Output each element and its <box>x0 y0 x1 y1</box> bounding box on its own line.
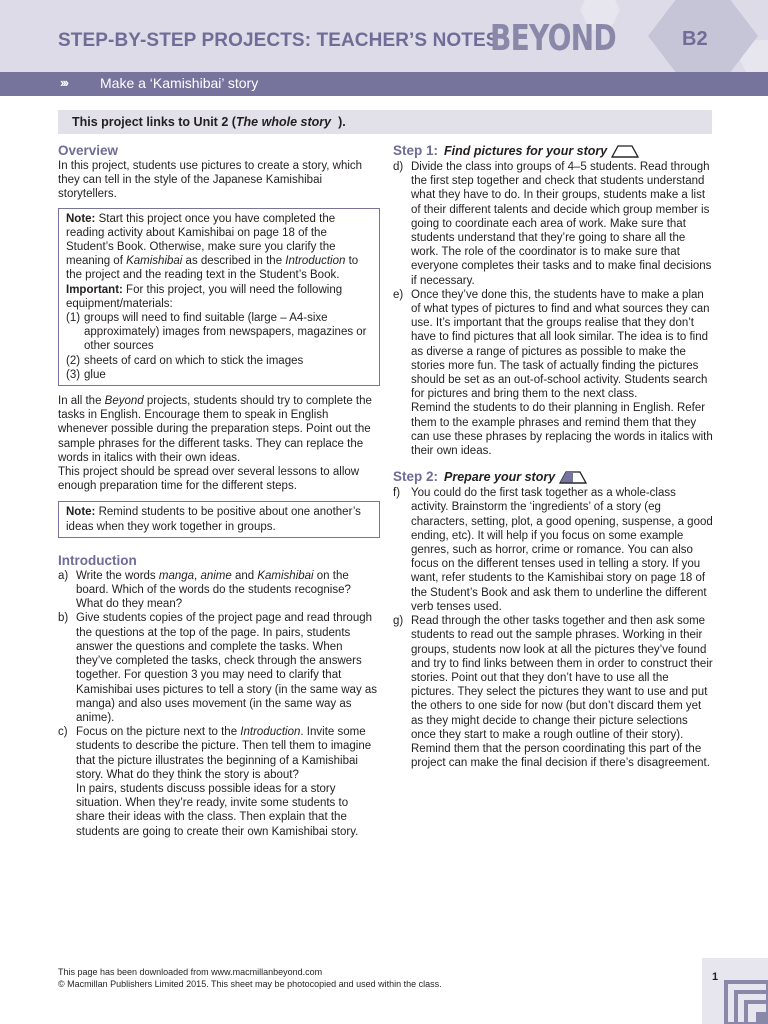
item-label: b) <box>58 612 69 625</box>
para-part: projects, students should try to complete the tasks in English. Encourage them to speak in English whenever possible during the preparation steps. Point out the sample phrases for the different tasks. They can replace the words in italics with their own ideas. <box>58 395 372 464</box>
step1-heading <box>393 142 713 160</box>
step-title: Find pictures for your story <box>444 144 608 158</box>
note2-part: Remind students to be positive about one another’s ideas when they work together in groups. <box>66 506 361 533</box>
item-text <box>76 725 380 839</box>
note-box <box>58 208 380 386</box>
item-text <box>76 569 380 612</box>
equipment-text: sheets of card on which to stick the images <box>84 354 304 367</box>
unit-link-suffix: ). <box>338 115 346 129</box>
text-part: Focus on the picture next to the <box>76 726 241 739</box>
note-italic: Kamishibai <box>126 255 183 268</box>
item-label: c) <box>58 726 68 739</box>
text-part: . Invite some students to describe the picture. Then tell them to imagine that the picture illustrates the beginning of a Kamishibai story. What do they think the story is about? <box>76 726 372 781</box>
item-text: Divide the class into groups of 4–5 students. Read through the first step together and check that students understand what they have to do. In their groups, students make a list of their different talents and decide which group member is going to coordinate each area of work. Make sure that students understand that they’re going to share all the work. The role of the coordinator is to make sure that everyone completes their tasks and to make final decisions if necessary. <box>411 161 712 287</box>
unit-link-prefix: This project links to Unit 2 ( <box>72 115 236 129</box>
item-text: Give students copies of the project page and read through the questions at the top of the page. In pairs, students answer the questions and complete the tasks. When they’ve completed the tasks, check through the answers together. For question 3 you may need to clarify that Kamishibai uses pictures to tell a story (in the same way as manga) and also uses movement (in the same way as anime). <box>76 612 378 724</box>
half-hexagon-icon <box>611 144 639 158</box>
equipment-item <box>66 368 372 382</box>
text-part: In pairs, students discuss possible ideas for a story situation. When they’re ready, invite some students to share their ideas with the class. Then explain that the students are going to create their own Kamishibai story. <box>76 782 359 838</box>
equipment-text: groups will need to find suitable (large – A4-sixe approximately) images from newspapers, magazines or other sources <box>84 312 367 353</box>
equipment-number: (3) <box>66 368 81 381</box>
half-hexagon-filled-icon <box>559 470 587 484</box>
step2-heading <box>393 468 713 486</box>
equipment-number: (1) <box>66 312 81 325</box>
page-header <box>0 0 768 72</box>
note2-label: Note: <box>66 506 96 519</box>
level-badge: B2 <box>682 28 708 50</box>
right-column <box>393 142 713 770</box>
left-column <box>58 142 380 839</box>
note-box-2 <box>58 501 380 537</box>
corner-decoration <box>702 958 768 1024</box>
text-part: on the board. Which of the words do the students recognise? What do they mean? <box>76 569 351 611</box>
para-italic: Beyond <box>104 395 144 408</box>
page-title: STEP-BY-STEP PROJECTS: TEACHER’S NOTES <box>58 30 499 51</box>
chevron-arrows-icon: ››› <box>60 75 67 90</box>
list-item <box>58 569 380 612</box>
footer-download-line: This page has been downloaded from www.macmillanbeyond.com <box>58 967 323 977</box>
note2-text <box>66 505 372 533</box>
text-italic: Introduction <box>240 726 301 739</box>
text-part: Write the words <box>76 569 159 582</box>
text-part: Remind the students to do their planning in English. Refer them to the example phrases and remind them that they can use these phrases by replacing the words in italics with their own ideas. <box>411 402 713 458</box>
equipment-text: glue <box>84 368 106 381</box>
page-footer <box>58 966 442 990</box>
item-label: e) <box>393 288 404 301</box>
item-label: f) <box>393 487 401 500</box>
note-part: as described in the <box>182 255 286 268</box>
item-label: a) <box>58 569 69 582</box>
list-item <box>393 288 713 458</box>
important-label: Important: <box>66 283 123 296</box>
text-part: and <box>231 569 258 582</box>
footer-copyright-line: © Macmillan Publishers Limited 2015. This sheet may be photocopied and used within the class. <box>58 979 442 989</box>
beyond-logo: BEYOND <box>490 18 616 59</box>
page-number: 1 <box>712 971 719 983</box>
list-item <box>393 614 713 770</box>
project-title-bar <box>0 72 768 96</box>
note-part: to the project and the reading text in the Student’s Book. <box>66 255 359 282</box>
list-item <box>58 725 380 839</box>
text-part: , <box>194 569 201 582</box>
important-text <box>66 283 372 311</box>
important-part: For this project, you will need the following equipment/materials: <box>66 283 343 310</box>
unit-link-box <box>58 110 712 134</box>
text-italic: anime <box>200 569 232 582</box>
para-part: In all the <box>58 395 105 408</box>
text-italic: Kamishibai <box>257 569 314 582</box>
overview-para-2: This project should be spread over several lessons to allow enough preparation time for the different steps. <box>58 466 360 493</box>
list-item <box>58 611 380 725</box>
item-text: Read through the other tasks together and then ask some students to read out the sample phrases. Working in their groups, students now look at all the pictures they’ve found and try to find links between them in order to construct their stories. Point out that they don’t have to use all the pictures. They select the pictures they want to use and put the others to one side for now (but don’t discard them yet as they might decide to change their picture selections once they start to make a rough outline of their story). Remind them that the person coordinating this part of the project can make the final decision if there’s disagreement. <box>411 615 713 770</box>
equipment-item <box>66 311 372 354</box>
equipment-item <box>66 354 372 368</box>
introduction-heading: Introduction <box>58 552 137 568</box>
overview-intro: In this project, students use pictures to create a story, which they can tell in the style of the Japanese Kamishibai storytellers. <box>58 160 363 201</box>
step-label: Step 2: <box>393 469 439 485</box>
item-label: d) <box>393 161 404 173</box>
text-italic: manga <box>158 569 195 582</box>
step-label: Step 1: <box>393 143 439 158</box>
step-title: Prepare your story <box>444 470 556 485</box>
list-item <box>393 486 713 614</box>
item-label: g) <box>393 615 404 628</box>
item-text: You could do the first task together as a whole-class activity. Brainstorm the ‘ingredients’ of a story (eg characters, setting, plot, a good opening, suspense, a good ending, etc). It will help if you focus on some example genres, such as horror, crime or romance. You can also focus on the different tenses used in telling a story. If you want, refer students to the Kamishibai story on page 18 of the Student’s Book and ask them to underline the different verb tenses used. <box>411 487 713 613</box>
equipment-number: (2) <box>66 354 81 367</box>
item-text <box>411 288 713 458</box>
project-title: Make a ‘Kamishibai’ story <box>100 75 259 91</box>
overview-para-1 <box>58 394 380 465</box>
note-part: Start this project once you have completed the reading activity about Kamishibai on page 18 of the Student’s Book. Otherwise, make sure you clarify the meaning of <box>66 212 336 268</box>
note-text <box>66 212 372 283</box>
unit-name: The whole story <box>235 115 332 129</box>
note-italic: Introduction <box>285 255 346 268</box>
note-label: Note: <box>66 212 96 225</box>
list-item <box>393 160 713 288</box>
overview-heading: Overview <box>58 143 119 158</box>
text-part: Once they’ve done this, the students have to make a plan of what types of pictures to find and what sources they can use. It’s important that the groups realise that they don’t have to find pictures that all look similar. The idea is to find as diverse a range of pictures as possible to make the stories more fun. The task of actually finding the pictures should be set as an out-of-school activity. Students search for pictures and bring them to the next class. <box>411 288 710 401</box>
